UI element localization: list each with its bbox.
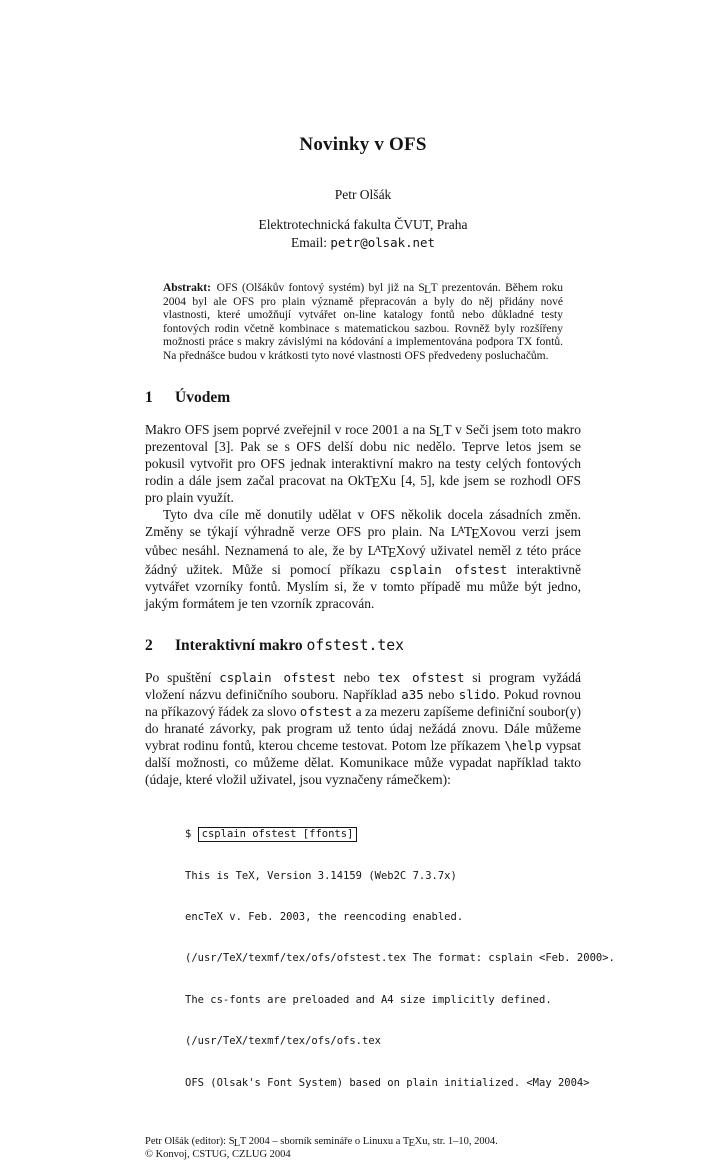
footer-citation: Petr Olšák (editor): SLT 2004 – sborník semináře o Linuxu a TEXu, str. 1–10, 2004. — [145, 1135, 498, 1150]
page-content — [145, 0, 615, 1161]
section-1-paragraph-1: Makro OFS jsem poprvé zveřejnil v roce 2001 a na SLT v Seči jsem toto makro prezentoval [3]. Pak se s OFS delší dobu nic nedělo. Teprve letos jsem se pokusil vytvořit pro OFS jednak interaktivní makro na testy celých fontových rodin a dále jsem začal pracovat na OkTEXu [4, 5], kde jsem se rozhodl OFS pro plain využít. — [145, 421, 581, 505]
section-1-title: Úvodem — [175, 388, 231, 406]
footer — [145, 1135, 581, 1161]
section-1-paragraph-2: Tyto dva cíle mě donutily udělat v OFS několik docela zásadních změn. Změny se týkají výhradně verze OFS pro plain. Na LATEXovou verzi jsem vůbec nesáhl. Neznamená to ale, že by LATEXový uživatel neměl z této práce žádný užitek. Může si pomocí příkazu csplain ofstest interaktivně vytvářet vzorníky fontů. Myslím si, že v tomto případě mu může být jedno, jakým formátem je ten vzorník zpracován. — [145, 506, 582, 611]
footer-copyright: © Konvoj, CSTUG, CZLUG 2004 — [145, 1148, 291, 1160]
code-line: This is TeX, Version 3.14159 (Web2C 7.3.7x) — [185, 869, 457, 882]
page-title: Novinky v OFS — [299, 134, 427, 155]
section-2-title: Interaktivní makro ofstest.tex — [175, 636, 404, 654]
code-line: $ csplain ofstest [ffonts] — [185, 828, 581, 842]
code-line: OFS (Olsak's Font System) based on plain initialized. <May 2004> — [185, 1076, 590, 1089]
code-line: The cs-fonts are preloaded and A4 size implicitly defined. — [185, 993, 552, 1006]
code-line: encTeX v. Feb. 2003, the reencoding enabled. — [185, 910, 464, 923]
section-2-paragraph-1: Po spuštění csplain ofstest nebo tex ofstest si program vyžádá vložení názvu definičního souboru. Například a35 nebo slido. Pokud rovnou na příkazový řádek za slovo ofstest a za mezeru zapíšeme definiční soubor(y) do hranaté závorky, pak program už tento údaj nežádá znovu. Dále můžeme vybrat rodinu fontů, kterou chceme testovat. Potom lze příkazem \help vypsat další možnosti, co můžeme dělat. Komunikace může vypadat například takto (údaje, které vložil uživatel, jsou vyznačeny rámečkem): — [145, 669, 581, 787]
email-line: Email: petr@olsak.net — [291, 235, 435, 250]
section-2-heading — [145, 637, 581, 655]
code-line: (/usr/TeX/texmf/tex/ofs/ofs.tex — [185, 1035, 381, 1048]
author: Petr Olšák — [334, 187, 392, 202]
section-1-heading — [145, 389, 581, 407]
section-1-number: 1 — [145, 388, 153, 406]
section-2-number: 2 — [145, 636, 153, 654]
terminal-listing — [185, 801, 615, 1118]
abstract: Abstrakt: OFS (Olšákův fontový systém) byl již na SLT prezentován. Během roku 2004 byl ale OFS pro plain významě přepracován a byly do něj přidány nové vlastnosti, které umožňují vytvářet on-line katalogy fontů nebo důkladné testy fontových rodin včetně kombinace s matematickou sazbou. Rovněž byly rozšířeny možnosti práce s makry závislými na kódování a implementována podpora TX fontů. Na přednášce budou v krátkosti tyto nové vlastnosti OFS předvedeny posluchačům. — [163, 282, 563, 362]
code-line: (/usr/TeX/texmf/tex/ofs/ofstest.tex The format: csplain <Feb. 2000>. — [185, 952, 615, 965]
affiliation: Elektrotechnická fakulta ČVUT, Praha — [258, 217, 468, 232]
